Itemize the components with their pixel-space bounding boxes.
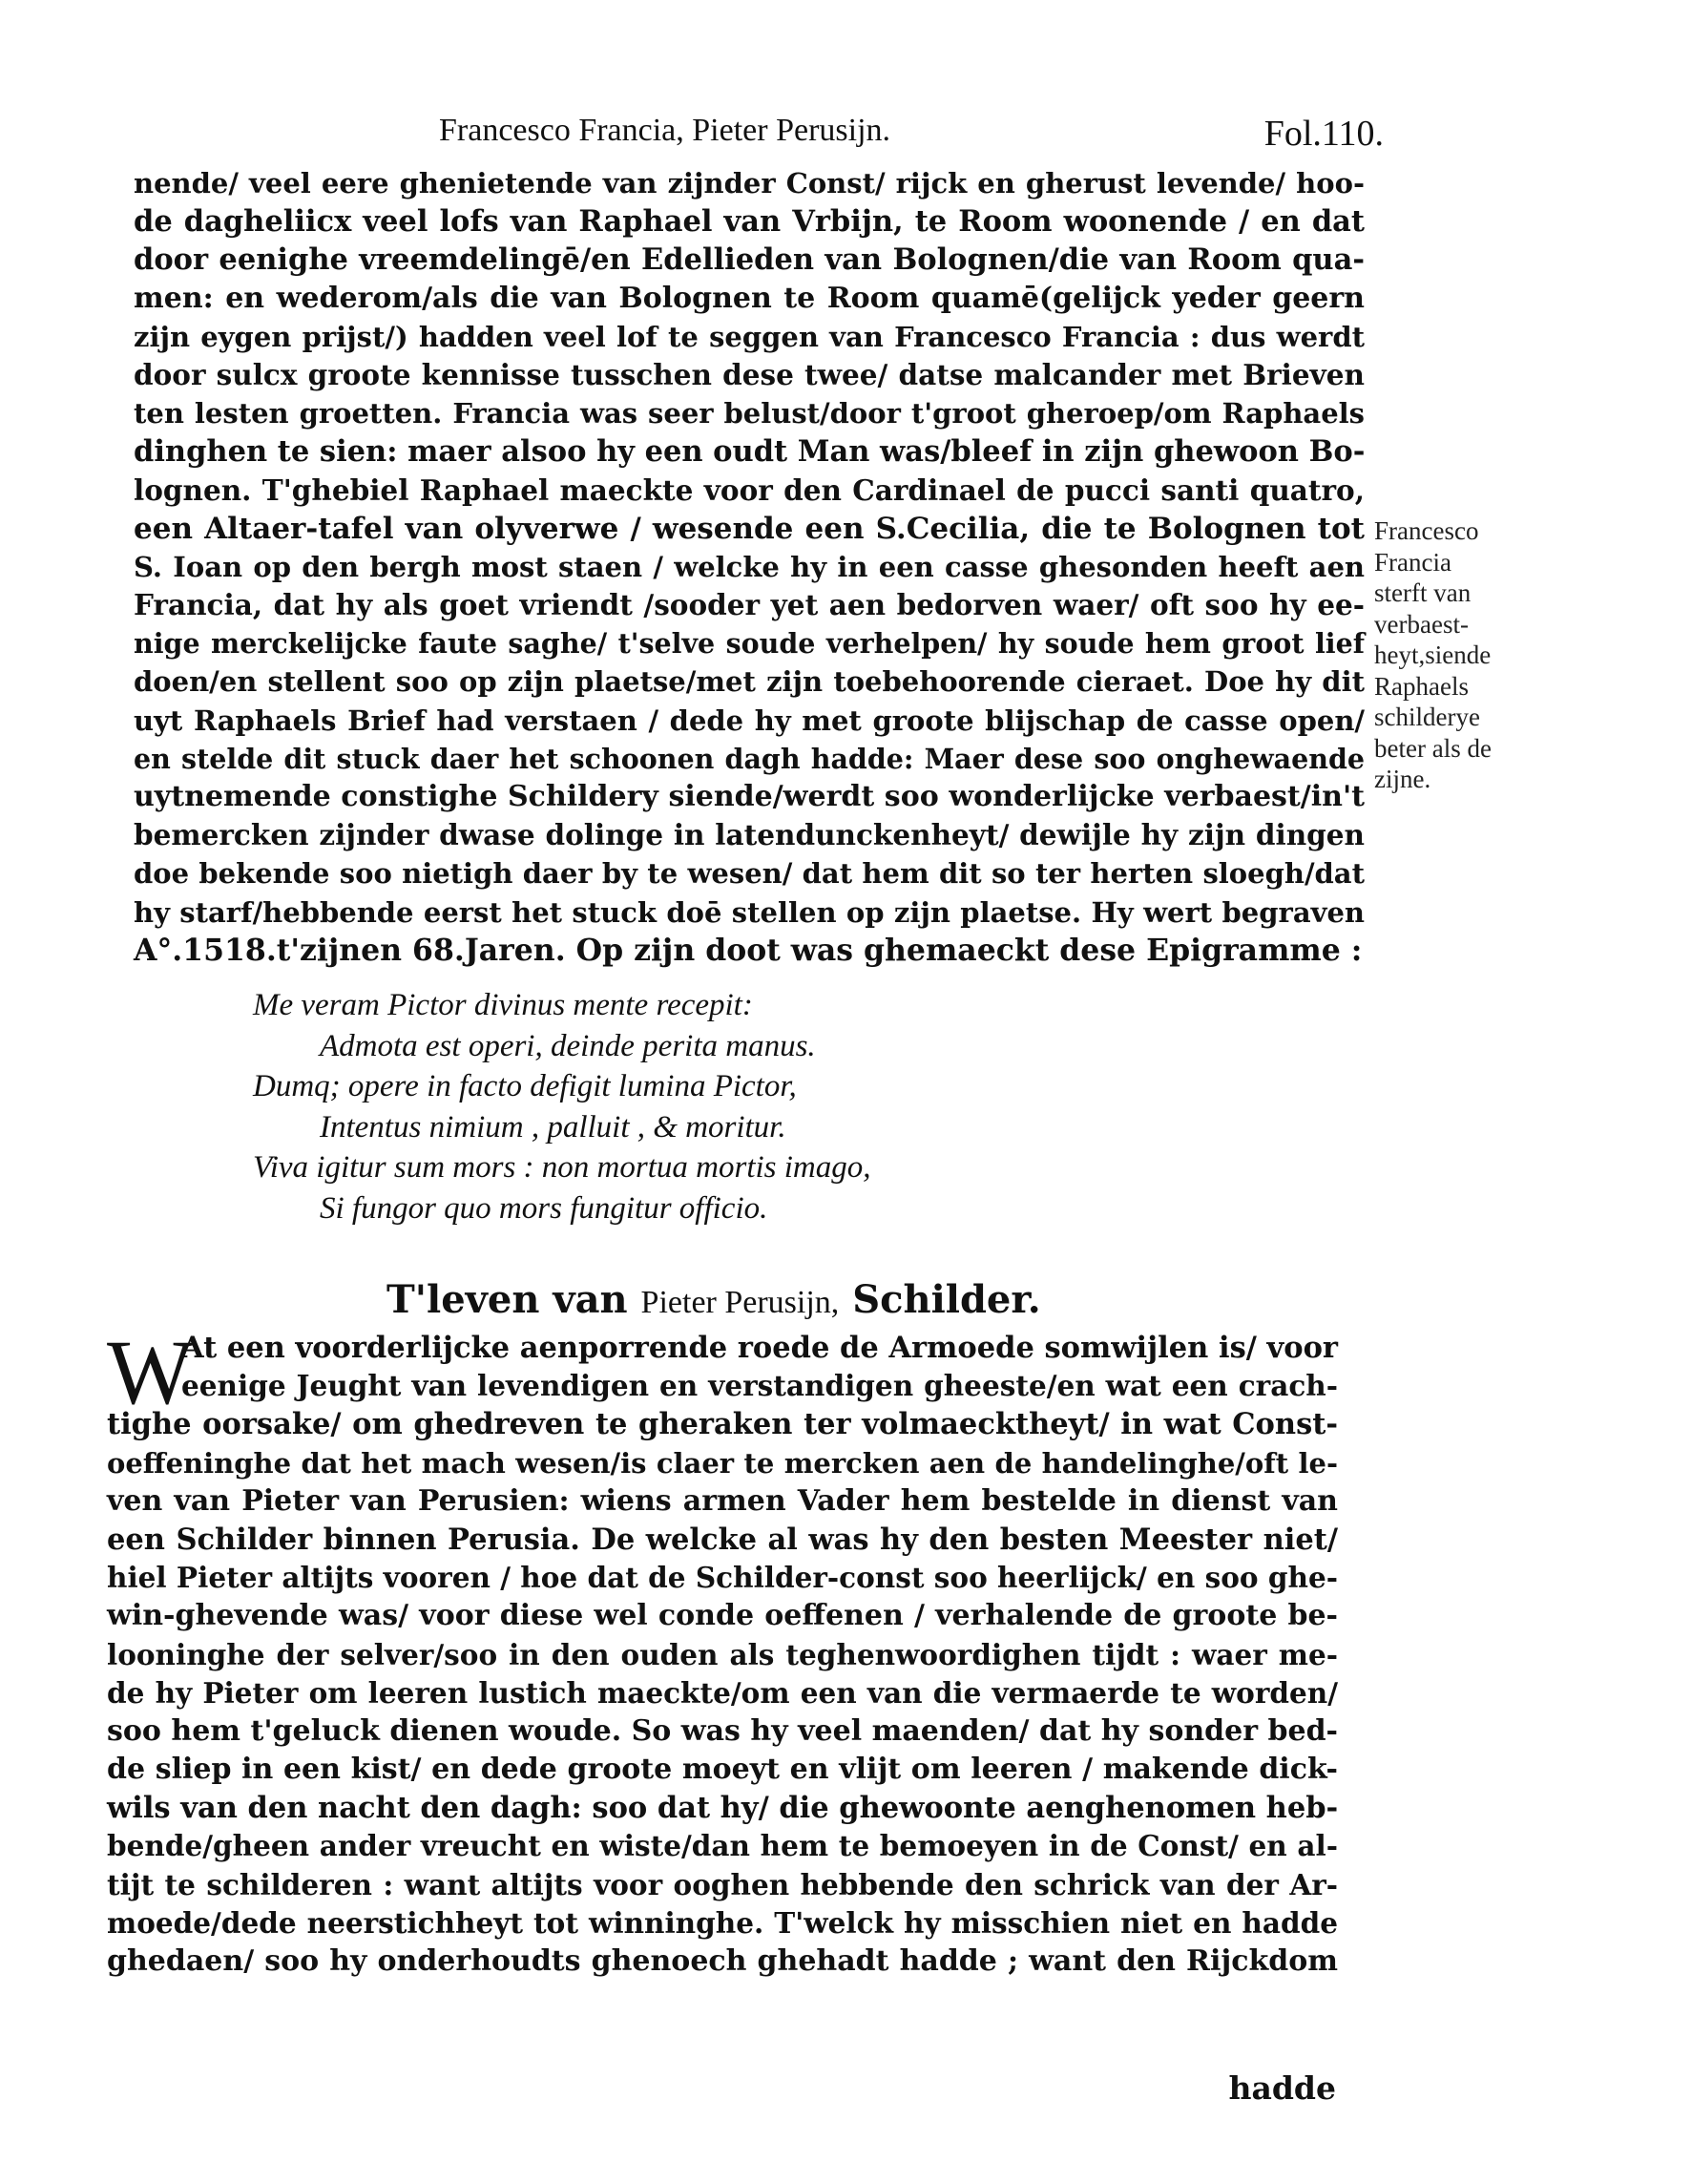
- text-line: bende/gheen ander vreucht en wiste/dan hem te bemoeyen in de Const/ en al-: [107, 1829, 1338, 1863]
- text-line: hy starf/hebbende eerst het stuck doē stellen op zijn plaetse. Hy wert begraven: [134, 895, 1365, 929]
- marginal-line: schilderye: [1374, 703, 1480, 731]
- text-line: en stelde dit stuck daer het schoonen dagh hadde: Maer dese soo onghewaende: [134, 742, 1365, 775]
- text-line: eenige Jeught van levendigen en verstandigen gheeste/en wat een crach-: [181, 1369, 1338, 1403]
- chapter-heading: [386, 1277, 1150, 1322]
- text-line: doen/en stellent soo op zijn plaetse/met zijn toebehoorende cieraet. Doe hy dit: [134, 665, 1365, 699]
- text-line: oeffeninghe dat het mach wesen/is claer te mercken aen de handelinghe/oft le-: [107, 1446, 1338, 1480]
- francia-text-block: [134, 164, 1365, 970]
- text-line: lognen. T'ghebiel Raphael maeckte voor den Cardinael de pucci santi quatro,: [134, 472, 1365, 507]
- text-line: zijn eygen prijst/) hadden veel lof te seggen van Francesco Francia : dus werdt: [134, 320, 1365, 353]
- text-line: een Schilder binnen Perusia. De welcke al was hy den besten Meester niet/: [107, 1522, 1338, 1557]
- epigram-line: Admota est operi, deinde perita manus.: [320, 1028, 816, 1063]
- text-line: de hy Pieter om leeren lustich maeckte/om een van die vermaerde te worden/: [107, 1675, 1338, 1710]
- text-line: tijt te schilderen : want altijts voor ooghen hebbende den schrick van der Ar-: [107, 1867, 1338, 1901]
- text-line: win-ghevende was/ voor diese wel conde oeffenen / verhalende de groote be-: [107, 1599, 1338, 1633]
- text-line: ven van Pieter van Perusien: wiens armen Vader hem bestelde in dienst van: [107, 1483, 1338, 1518]
- text-line: ghedaen/ soo hy onderhoudts ghenoech ghehadt hadde ; want den Rijckdom: [107, 1944, 1338, 1978]
- running-title: Francesco Francia, Pieter Perusijn.: [439, 113, 891, 148]
- marginal-line: verbaest-: [1374, 609, 1469, 639]
- marginal-line: Francesco: [1374, 516, 1479, 545]
- drop-capital: W: [107, 1321, 194, 1423]
- text-line: S. Ioan op den bergh most staen / welcke hy in een casse ghesonden heeft aen: [134, 550, 1365, 583]
- text-line: nige merckelijcke faute saghe/ t'selve soude verhelpen/ hy soude hem groot lief: [134, 627, 1365, 661]
- text-line: bemercken zijnder dwase dolinge in latendunckenheyt/ dewijle hy zijn dingen: [134, 818, 1365, 852]
- marginal-line: sterft van: [1374, 578, 1472, 607]
- text-line: door eenighe vreemdelingē/en Edellieden van Bolognen/die van Room qua-: [134, 242, 1365, 278]
- heading-name: Pieter Perusijn,: [640, 1285, 840, 1320]
- text-line: tighe oorsake/ om ghedreven te gheraken ter volmaecktheyt/ in wat Const-: [107, 1407, 1338, 1442]
- text-line: ten lesten groetten. Francia was seer belust/door t'groot gheroep/om Raphaels: [134, 397, 1365, 430]
- epigram-line: Dumq; opere in facto defigit lumina Pictor,: [253, 1069, 797, 1103]
- text-line: uytnemende constighe Schildery siende/werdt soo wonderlijcke verbaest/in't: [134, 780, 1365, 813]
- heading-suffix: Schilder.: [852, 1277, 1041, 1322]
- perusijn-text-block: [107, 1321, 1339, 1981]
- text-line: Francia, dat hy als goet vriendt /sooder yet aen bedorven waer/ oft soo hy ee-: [134, 588, 1365, 622]
- text-line: dinghen te sien: maer alsoo hy een oudt Man was/bleef in zijn ghewoon Bo-: [134, 434, 1366, 470]
- marginal-note: [1374, 515, 1546, 795]
- text-line: soo hem t'geluck dienen woude. So was hy veel maenden/ dat hy sonder bed-: [107, 1713, 1338, 1748]
- text-line: At een voorderlijcke aenporrende roede de Armoede somwijlen is/ voor: [181, 1331, 1338, 1365]
- text-line: men: en wederom/als die van Bolognen te Room quamē(gelijck yeder geern: [134, 281, 1365, 315]
- marginal-line: heyt,siende: [1374, 640, 1492, 669]
- text-line: A°.1518.t'zijnen 68.Jaren. Op zijn doot was ghemaeckt dese Epigramme :: [134, 932, 1363, 968]
- text-line: door sulcx groote kennisse tusschen dese twee/ datse malcander met Brieven: [134, 357, 1365, 391]
- text-line: looninghe der selver/soo in den ouden als teghenwoordighen tijdt : waer me-: [107, 1637, 1338, 1671]
- text-line: hiel Pieter altijts vooren / hoe dat de Schilder-const soo heerlijck/ en soo ghe-: [107, 1561, 1338, 1595]
- heading-prefix: T'leven van: [386, 1277, 628, 1322]
- text-line: nende/ veel eere ghenietende van zijnder Const/ rijck en gherust levende/ hoo-: [134, 167, 1365, 200]
- latin-epigram: [253, 985, 1112, 1228]
- epigram-line: Intentus nimium , palluit , & moritur.: [320, 1109, 786, 1144]
- epigram-line: Viva igitur sum mors : non mortua mortis imago,: [253, 1150, 871, 1185]
- text-line: wils van den nacht den dagh: soo dat hy/ die ghewoonte aenghenomen heb-: [107, 1791, 1339, 1826]
- text-line: de dagheliicx veel lofs van Raphael van Vrbijn, te Room woonende / en dat: [134, 204, 1365, 240]
- marginal-line: zijne.: [1374, 765, 1431, 793]
- epigram-line: Si fungor quo mors fungitur officio.: [320, 1190, 768, 1226]
- running-head: [134, 113, 1384, 154]
- marginal-line: Raphaels: [1374, 671, 1469, 701]
- marginal-line: Francia: [1374, 547, 1451, 577]
- text-line: moede/dede neerstichheyt tot winninghe. T'welck hy misschien niet en hadde: [107, 1905, 1338, 1940]
- marginal-line: beter als de: [1374, 733, 1492, 763]
- text-line: doe bekende soo nietigh daer by te wesen/ dat hem dit so ter herten sloegh/dat: [134, 857, 1365, 891]
- text-line: uyt Raphaels Brief had verstaen / dede hy met groote blijschap de casse open/: [134, 704, 1365, 737]
- text-line: de sliep in een kist/ en dede groote moeyt en vlijt om leeren / makende dick-: [107, 1753, 1338, 1787]
- epigram-line: Me veram Pictor divinus mente recepit:: [253, 988, 753, 1022]
- catchword: hadde: [1228, 2069, 1336, 2107]
- folio-number: Fol.110.: [1263, 114, 1384, 154]
- text-line: een Altaer-tafel van olyverwe / wesende een S.Cecilia, die te Bolognen tot: [134, 511, 1365, 546]
